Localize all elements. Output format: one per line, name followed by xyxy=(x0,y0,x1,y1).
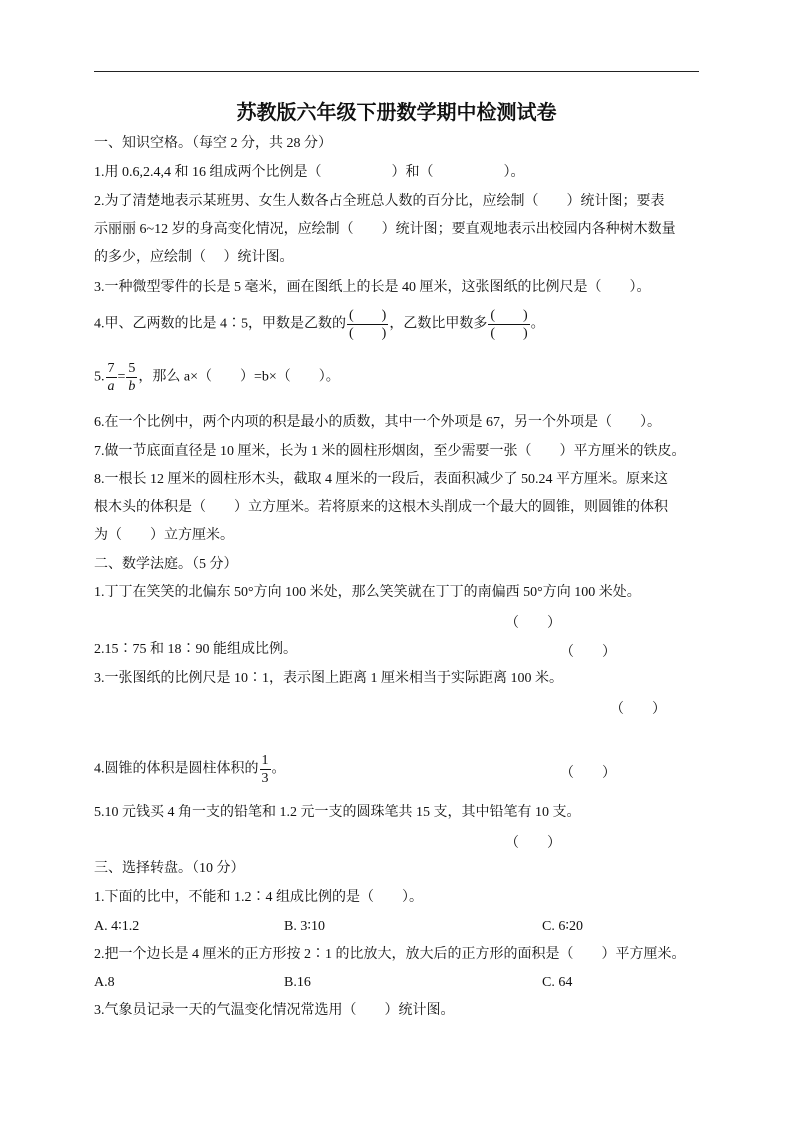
question-2-line-1: 2.为了清楚地表示某班男、女生人数各占全班总人数的百分比，应绘制（ ）统计图；要表 xyxy=(94,194,665,209)
question-8-line-3: 为（ ）立方厘米。 xyxy=(94,528,234,543)
q4-text-b: ，乙数比甲数多 xyxy=(389,316,488,332)
fraction-7-over-a xyxy=(106,360,117,395)
section-1-heading: 一、知识空格。（每空 2 分，共 28 分） xyxy=(94,136,332,151)
section-3-heading: 三、选择转盘。（10 分） xyxy=(94,861,245,876)
denominator-blank: ( ) xyxy=(349,326,387,341)
section-2-heading: 二、数学法庭。（5 分） xyxy=(94,557,238,572)
numerator-blank: ( ) xyxy=(490,308,528,323)
question-7: 7.做一节底面直径是 10 厘米，长为 1 米的圆柱形烟囱，至少需要一张（ ）平方厘米的铁皮。 xyxy=(94,444,686,459)
header-rule xyxy=(94,71,699,72)
judge-4-text: 4.圆锥的体积是圆柱体积的 xyxy=(94,761,259,777)
q5-number: 5. xyxy=(94,369,105,385)
page-title: 苏教版六年级下册数学期中检测试卷 xyxy=(236,100,557,124)
judge-1: 1.丁丁在笑笑的北偏东 50°方向 100 米处，那么笑笑就在丁丁的南偏西 50°方向 100 米处。 xyxy=(94,585,641,600)
question-3: 3.一种微型零件的长是 5 毫米，画在图纸上的长是 40 厘米，这张图纸的比例尺是（ ）。 xyxy=(94,280,651,295)
judge-4 xyxy=(94,752,286,787)
judge-3: 3.一张图纸的比例尺是 10∶1，表示图上距离 1 厘米相当于实际距离 100 米。 xyxy=(94,671,563,686)
judge-5-answer[interactable]: （ ） xyxy=(505,836,561,851)
fraction-one-third xyxy=(260,752,271,787)
denominator: 3 xyxy=(261,771,269,786)
judge-4-answer[interactable]: （ ） xyxy=(560,766,616,781)
choice-1: 1.下面的比中，不能和 1.2∶4 组成比例的是（ ）。 xyxy=(94,890,423,905)
question-6: 6.在一个比例中，两个内项的积是最小的质数，其中一个外项是 67，另一个外项是（ ）。 xyxy=(94,415,661,430)
choice-2-option-c[interactable]: C. 64 xyxy=(542,975,573,990)
numerator: 5 xyxy=(128,361,136,376)
numerator: 1 xyxy=(261,753,269,768)
judge-2: 2.15∶75 和 18∶90 能组成比例。 xyxy=(94,642,297,657)
question-8-line-1: 8.一根长 12 厘米的圆柱形木头，截取 4 厘米的一段后，表面积减少了 50.24 平方厘米。原来这 xyxy=(94,472,668,487)
denominator-blank: ( ) xyxy=(490,326,528,341)
judge-5: 5.10 元钱买 4 角一支的铅笔和 1.2 元一支的圆珠笔共 15 支，其中铅笔有 10 支。 xyxy=(94,805,581,820)
denominator: b xyxy=(128,379,136,394)
numerator-blank: ( ) xyxy=(349,308,387,323)
fraction-5-over-b xyxy=(126,360,137,395)
question-1: 1.用 0.6,2.4,4 和 16 组成两个比例是（ ）和（ ）。 xyxy=(94,165,525,180)
judge-4-end: 。 xyxy=(271,761,286,777)
question-4 xyxy=(94,307,545,342)
equals: = xyxy=(117,369,126,385)
q4-fraction-2 xyxy=(488,307,529,342)
judge-2-answer[interactable]: （ ） xyxy=(560,645,616,660)
numerator: 7 xyxy=(107,361,115,376)
question-2-line-2: 示丽丽 6~12 岁的身高变化情况，应绘制（ ）统计图；要直观地表示出校园内各种树木数量 xyxy=(94,222,676,237)
choice-1-option-c[interactable]: C. 6∶20 xyxy=(542,919,583,934)
choice-2-option-b[interactable]: B.16 xyxy=(284,975,311,990)
q4-text-a: 4.甲、乙两数的比是 4∶5，甲数是乙数的 xyxy=(94,316,346,332)
choice-3: 3.气象员记录一天的气温变化情况常选用（ ）统计图。 xyxy=(94,1003,455,1018)
q4-fraction-1 xyxy=(347,307,388,342)
choice-2: 2.把一个边长是 4 厘米的正方形按 2∶1 的比放大，放大后的正方形的面积是（ ）平方厘米。 xyxy=(94,947,686,962)
choice-1-option-a[interactable]: A. 4∶1.2 xyxy=(94,919,140,934)
denominator: a xyxy=(107,379,115,394)
question-8-line-2: 根木头的体积是（ ）立方厘米。若将原来的这根木头削成一个最大的圆锥，则圆锥的体积 xyxy=(94,500,668,515)
choice-1-option-b[interactable]: B. 3∶10 xyxy=(284,919,325,934)
q5-text: ，那么 a×（ ）=b×（ ）。 xyxy=(138,369,340,385)
q4-text-c: 。 xyxy=(530,316,545,332)
judge-3-answer[interactable]: （ ） xyxy=(610,702,666,717)
choice-2-option-a[interactable]: A.8 xyxy=(94,975,115,990)
question-2-line-3: 的多少，应绘制（ ）统计图。 xyxy=(94,250,294,265)
question-5 xyxy=(94,360,340,395)
judge-1-answer[interactable]: （ ） xyxy=(505,616,561,631)
